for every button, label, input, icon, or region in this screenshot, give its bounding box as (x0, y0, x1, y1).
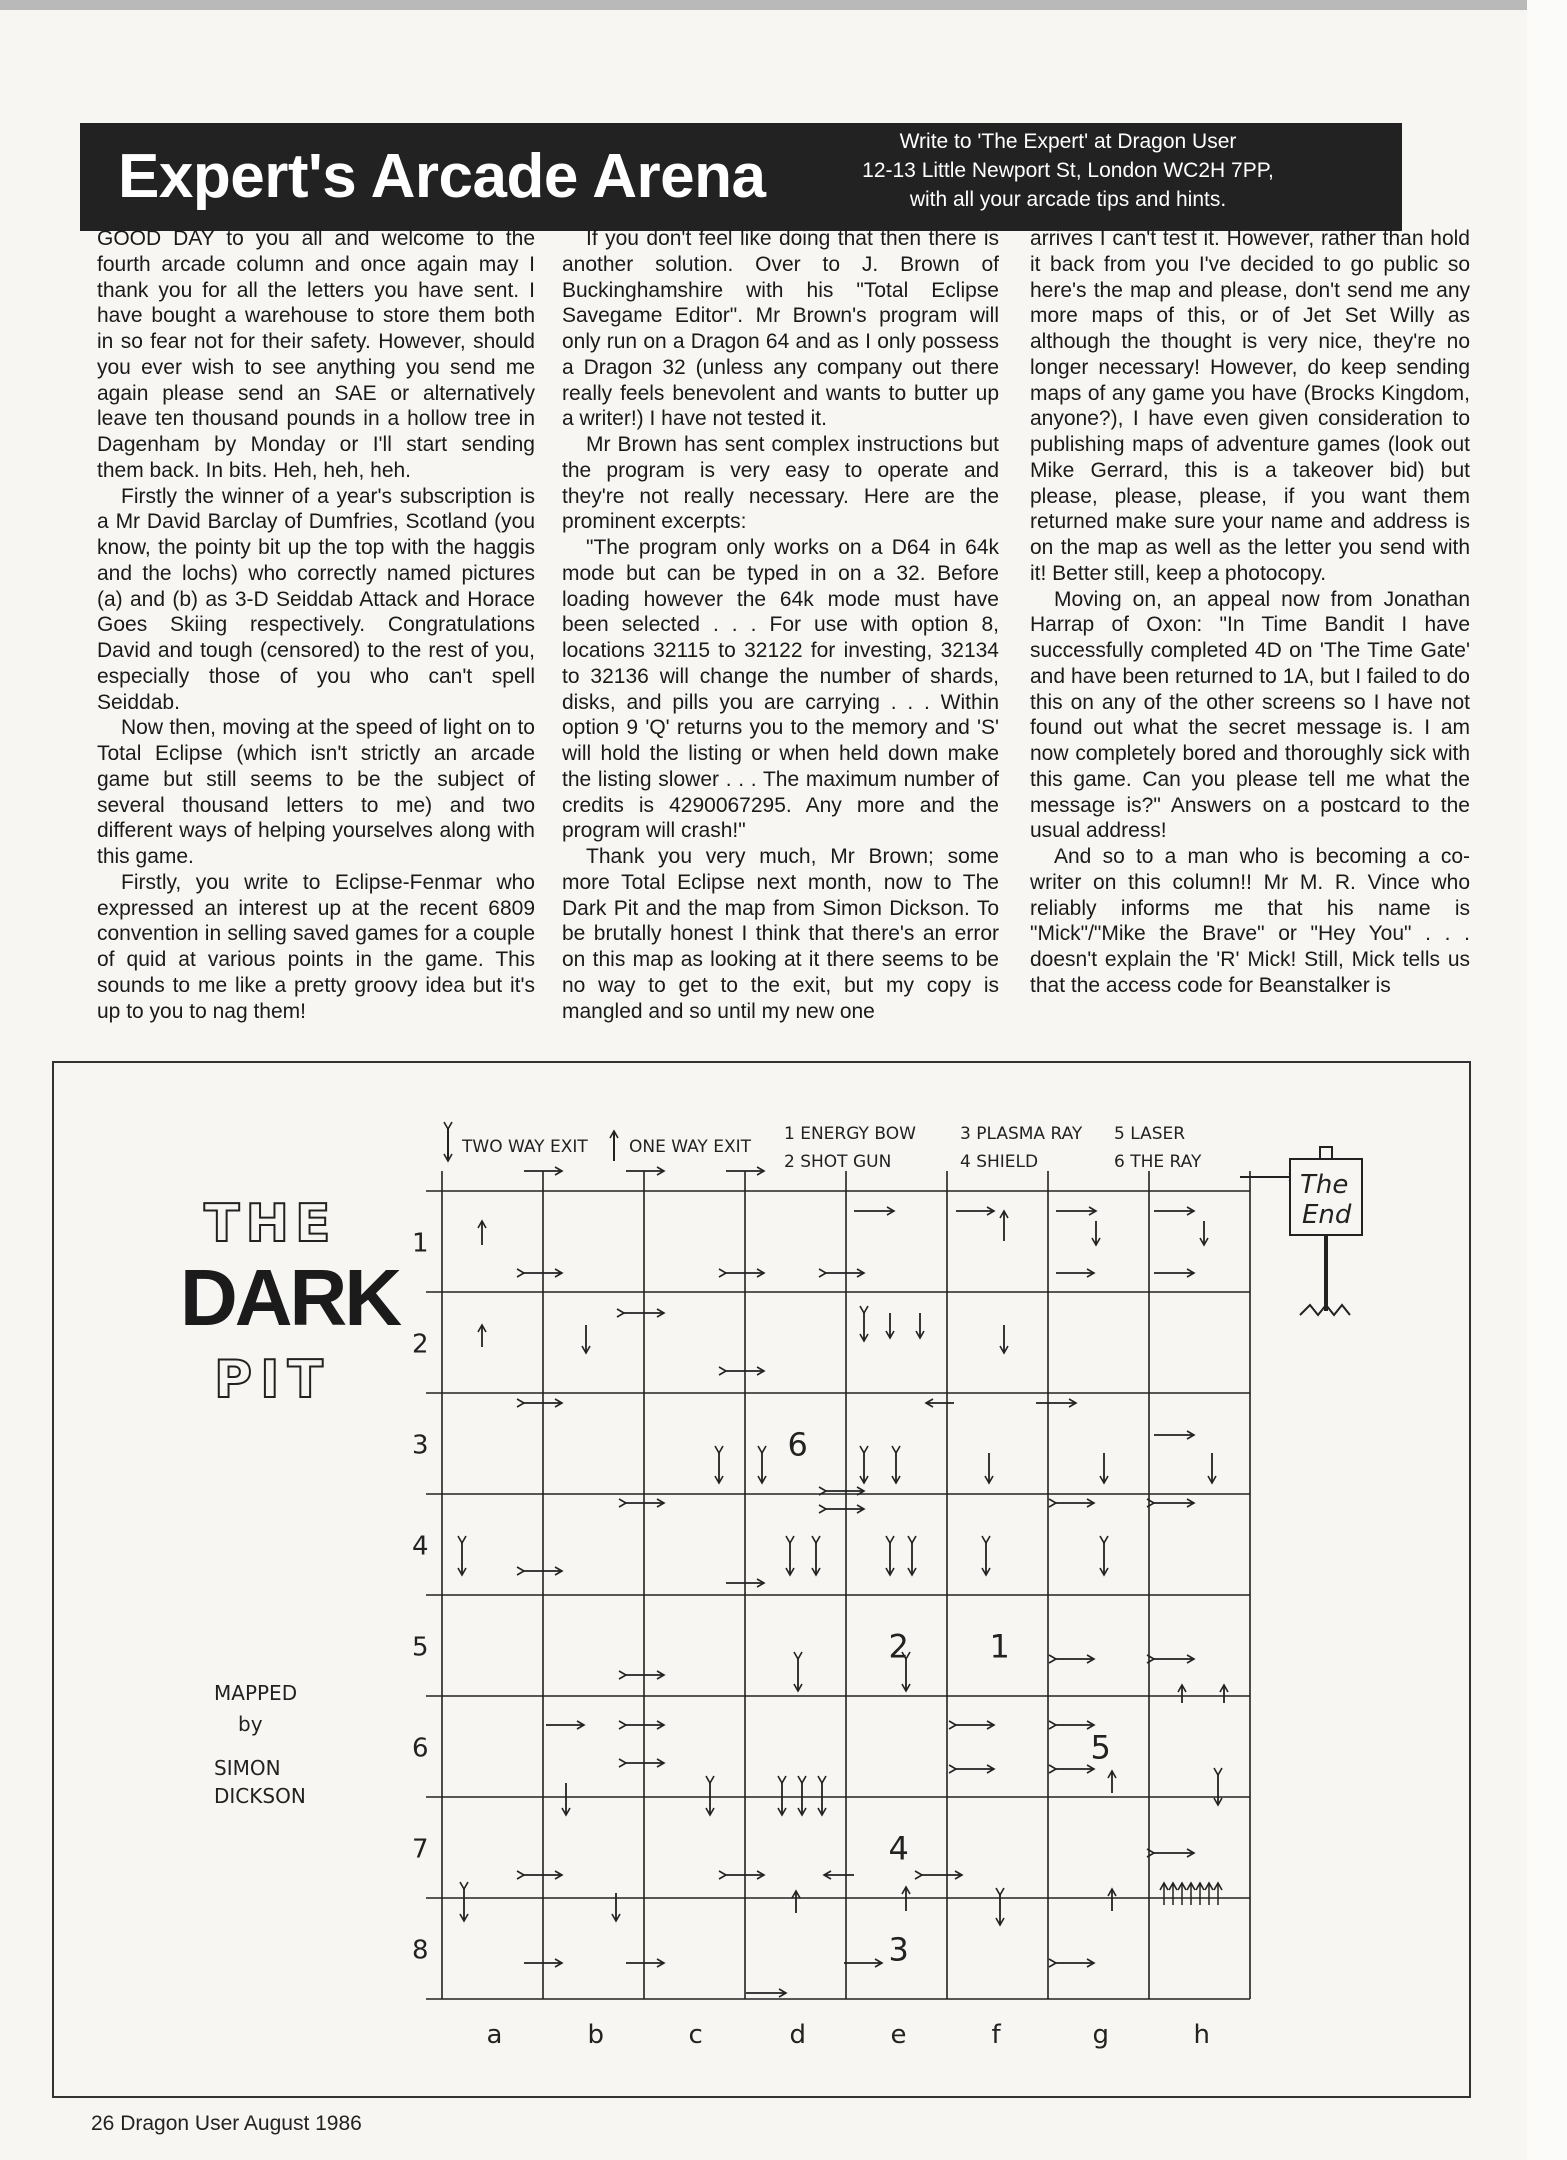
header-address-line: 12-13 Little Newport St, London WC2H 7PP, (862, 159, 1274, 182)
article-column-3 (1030, 226, 1470, 1050)
row-label: 4 (412, 1531, 429, 1562)
article-column-1 (97, 226, 535, 1050)
item-key: 4 SHIELD (960, 1152, 1039, 1172)
paragraph: Firstly the winner of a year's subscription is a Mr David Barclay of Dumfries, Scotland (you know, the pointy bit up the top with the haggis and the lochs) who correctly named pictures (a) and (b) as 3-D Seiddab Attack and Horace Goes Skiing respectively. Congratulations David and tough (censored) to the rest of you, especially those of you who can't spell Seiddab. (97, 484, 535, 714)
paragraph: Firstly, you write to Eclipse-Fenmar who expressed an interest up at the recent 6809 convention in selling saved games for a couple of quid at various points in the game. This sounds to me like a pretty groovy idea but it's up to you to nag them! (97, 870, 535, 1023)
paragraph: GOOD DAY to you all and welcome to the fourth arcade column and once again may I thank you for all the letters you have sent. I have bought a warehouse to store them both in so fear not for their safety. However, should you ever wish to see anything you send me again please send an SAE or alternatively leave ten thousand pounds in a hollow tree in Dagenham by Monday or I'll start sending them back. In bits. Heh, heh, heh. (97, 227, 535, 482)
item-mark: 3 (888, 1930, 909, 1969)
row-label: 6 (412, 1733, 429, 1764)
item-key: 6 THE RAY (1114, 1152, 1202, 1172)
header-address-line: Write to 'The Expert' at Dragon User (899, 130, 1237, 153)
item-mark: 6 (787, 1425, 808, 1464)
page-title: Expert's Arcade Arena (118, 142, 766, 211)
column-label: d (789, 2020, 807, 2050)
header-address (788, 127, 1348, 214)
column-label: e (890, 2020, 907, 2050)
page-right-margin (1527, 0, 1567, 2160)
column-label: h (1193, 2020, 1210, 2050)
legend-two-way-label: TWO WAY EXIT (462, 1137, 588, 1157)
sign-top (1320, 1147, 1332, 1159)
map-item-marks (788, 1426, 1111, 1969)
column-label: b (587, 2020, 605, 2050)
paragraph: If you don't feel like doing that then there is another solution. Over to J. Brown of Buckinghamshire with his "Total Eclipse Savegame Editor". Mr Brown's program will only run on a Dragon 64 and as I only possess a Dragon 32 (unless any company out there really feels benevolent and wants to butter up a writer!) I have not tested it. (562, 227, 999, 431)
paragraph: arrives I can't test it. However, rather than hold it back from you I've decided to go public so here's the map and please, don't send me any more maps of this, or of Jet Set Willy as although the thought is very nice, they're no longer necessary! However, do keep sending maps of any game you have (Brocks Kingdom, anyone?), I have even given consideration to publishing maps of adventure games (look out Mike Gerrard, this is a takeover bid) but please, please, please, if you want them returned make sure your name and address is on the map as well as the letter you send with it! Better still, keep a photocopy. (1030, 227, 1470, 585)
map-labels (412, 1229, 1210, 2051)
paragraph: Now then, moving at the speed of light on to Total Eclipse (which isn't strictly an arcade game but still seems to be the subject of several thousand letters to me) and two different ways of helping yourselves along with this game. (97, 716, 535, 868)
row-label: 8 (412, 1935, 429, 1966)
map-drawing (54, 1063, 1469, 2096)
item-key: 5 LASER (1114, 1124, 1186, 1144)
map-credit: SIMON (214, 1756, 281, 1780)
item-mark: 4 (888, 1829, 909, 1868)
paragraph: And so to a man who is becoming a co-writer on this column!! Mr M. R. Vince who reliably informs me that his name is "Mick"/"Mike the Brave" or "Hey You" . . . doesn't explain the 'R' Mick! Still, Mick tells us that the access code for Beanstalker is (1030, 845, 1470, 997)
column-label: g (1092, 2020, 1110, 2050)
row-label: 2 (412, 1329, 429, 1360)
legend-one-way-label: ONE WAY EXIT (629, 1137, 752, 1157)
row-label: 5 (412, 1632, 429, 1663)
column-label: c (688, 2020, 703, 2050)
sign-text: End (1302, 1200, 1352, 1230)
map-title-pit: PIT (214, 1350, 331, 1410)
item-mark: 2 (888, 1627, 909, 1666)
map-title-dark: DARK (180, 1253, 400, 1342)
column-label: a (486, 2020, 503, 2050)
header-address-line: with all your arcade tips and hints. (909, 188, 1227, 211)
item-mark: 5 (1090, 1728, 1111, 1767)
paragraph: Moving on, an appeal now from Jonathan Harrap of Oxon: "In Time Bandit I have successfully completed 4D on 'The Time Gate' and have been returned to 1A, but I failed to do this on any of the other screens so I have not found out what the secret message is. I am now completely bored and thoroughly sick with this game. Can you please tell me what the message is?" Answers on a postcard to the usual address! (1030, 587, 1470, 843)
dark-pit-map (52, 1061, 1471, 2098)
item-key: 2 SHOT GUN (784, 1152, 892, 1172)
paragraph: Mr Brown has sent complex instructions but the program is very easy to operate and they're not really necessary. Here are the prominent excerpts: (562, 433, 999, 534)
sign-text: The (1300, 1170, 1349, 1200)
paragraph: "The program only works on a D64 in 64k mode but can be typed in on a 32. Before loading however the 64k mode must have been selected . . . For use with option 8, locations 32115 to 32122 for investing, 32134 to 32136 will change the number of shards, disks, and pills you are carrying . . . Within option 9 'Q' returns you to the memory and 'S' will hold the listing or when held down make the listing slower . . . The maximum number of credits is 4290067295. Any more and the program will crash!" (562, 536, 999, 843)
page-top-edge (0, 0, 1567, 10)
row-label: 3 (412, 1430, 429, 1461)
page-footer: 26 Dragon User August 1986 (91, 2112, 362, 2135)
header-banner (80, 123, 1402, 231)
item-key: 1 ENERGY BOW (784, 1124, 916, 1144)
map-arrows (462, 1171, 1224, 1993)
item-key: 3 PLASMA RAY (960, 1124, 1083, 1144)
map-credit: DICKSON (214, 1784, 306, 1808)
map-title-the: THE (204, 1194, 337, 1254)
the-end-sign (1240, 1147, 1362, 1315)
map-credit: MAPPED (214, 1681, 298, 1705)
row-label: 1 (412, 1228, 429, 1259)
map-credit: by (238, 1712, 263, 1736)
row-label: 7 (412, 1834, 429, 1865)
item-mark: 1 (989, 1627, 1010, 1666)
paragraph: Thank you very much, Mr Brown; some more Total Eclipse next month, now to The Dark Pit and the map from Simon Dickson. To be brutally honest I think that there's an error on this map as looking at it there seems to be no way to get to the exit, but my copy is mangled and so until my new one (562, 845, 999, 1023)
column-label: f (991, 2020, 1001, 2050)
article-column-2 (562, 226, 999, 1050)
